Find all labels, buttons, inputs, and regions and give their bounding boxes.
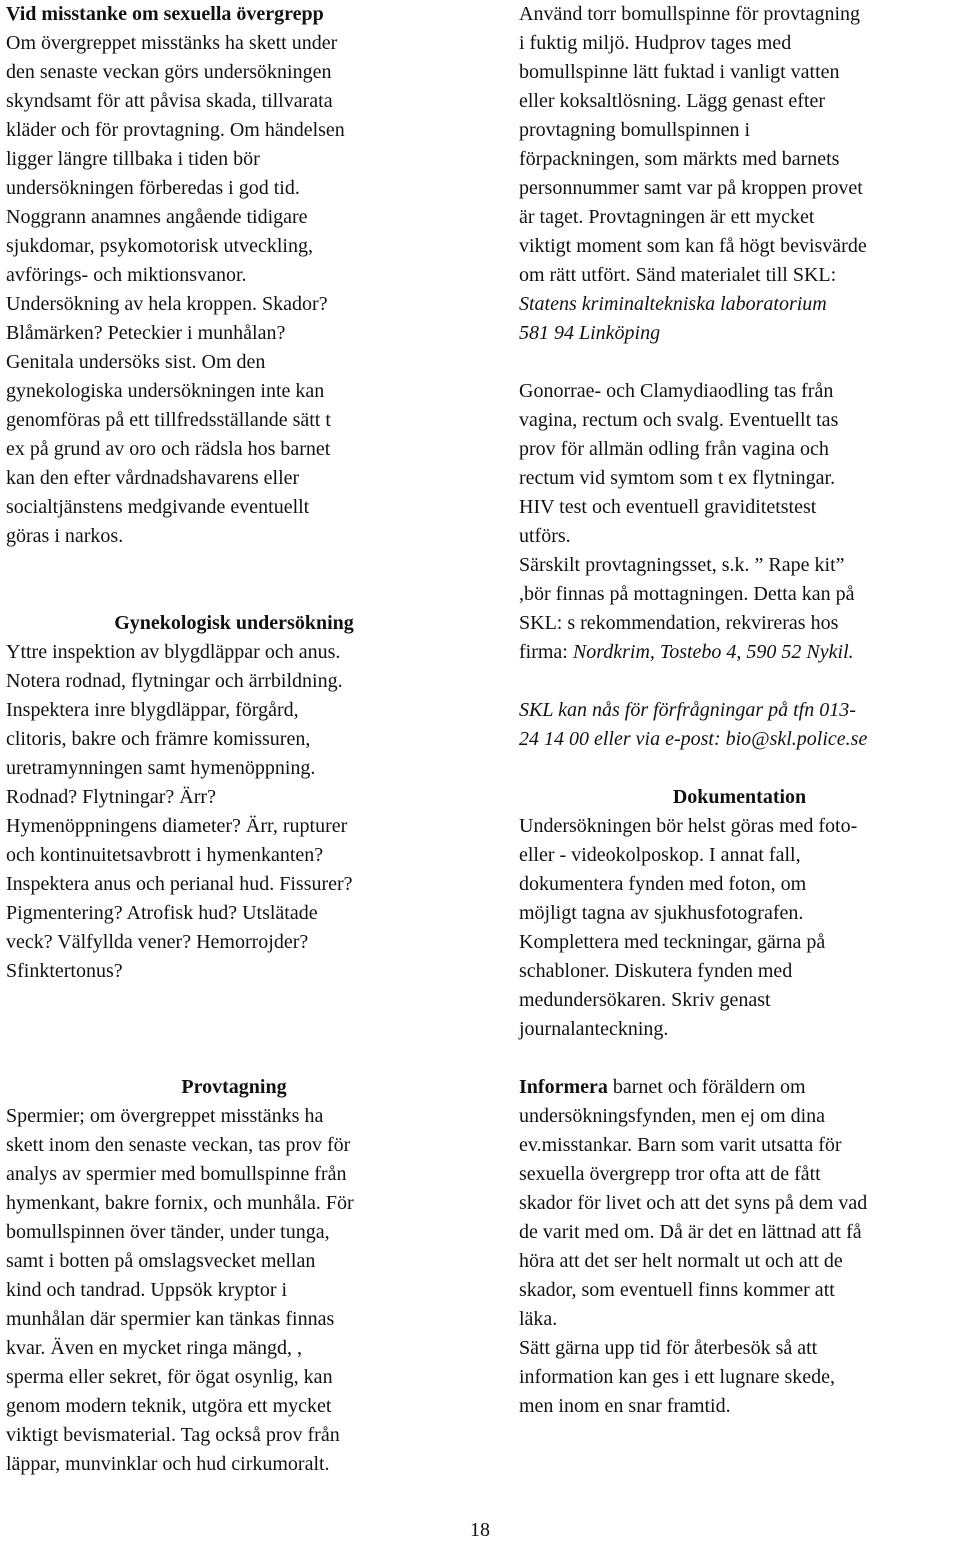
culture-paragraph	[519, 377, 960, 667]
text-line: genom modern teknik, utgöra ett mycket	[6, 1395, 332, 1417]
text-line: clitoris, bakre och främre komissuren,	[6, 728, 311, 750]
intro-paragraph	[6, 29, 462, 551]
text-line: Rodnad? Flytningar? Ärr?	[6, 786, 216, 808]
text-line: Hymenöppningens diameter? Ärr, rupturer	[6, 815, 348, 837]
text-line: ev.misstankar. Barn som varit utsatta för	[519, 1134, 842, 1156]
text-line: Notera rodnad, flytningar och ärrbildning.	[6, 670, 343, 692]
text-line: skador, som eventuell finns kommer att	[519, 1279, 835, 1301]
informera-first-rest: barnet och föräldern om	[607, 1076, 806, 1098]
text-line: sexuella övergrepp tror ofta att de fått	[519, 1163, 821, 1185]
text-line: sperma eller sekret, för ögat osynlig, kan	[6, 1366, 333, 1388]
firma-line	[519, 638, 960, 667]
text-line: eller - videokolposkop. I annat fall,	[519, 844, 801, 866]
text-line: samt i botten på omslagsvecket mellan	[6, 1250, 316, 1272]
text-line: dokumentera fynden med foton, om	[519, 873, 807, 895]
text-line: rectum vid symtom som t ex flytningar.	[519, 467, 836, 489]
text-line: göras i narkos.	[6, 525, 124, 547]
text-line: prov för allmän odling från vagina och	[519, 438, 829, 460]
text-line: SKL: s rekommendation, rekvireras hos	[519, 612, 839, 634]
text-line: läka.	[519, 1308, 558, 1330]
prov-paragraph	[6, 1102, 462, 1479]
text-line: hymenkant, bakre fornix, och munhåla. För	[6, 1192, 354, 1214]
text-line: schabloner. Diskutera fynden med	[519, 960, 793, 982]
text-line: Inspektera inre blygdläppar, förgård,	[6, 699, 299, 721]
informera-paragraph	[519, 1073, 960, 1421]
section-heading-misstanke: Vid misstanke om sexuella övergrepp	[6, 3, 324, 25]
text-line: Noggrann anamnes angående tidigare	[6, 206, 308, 228]
text-line: kind och tandrad. Uppsök kryptor i	[6, 1279, 288, 1301]
text-line: skyndsamt för att påvisa skada, tillvarata	[6, 90, 333, 112]
text-line: avförings- och miktionsvanor.	[6, 264, 247, 286]
text-line: sjukdomar, psykomotorisk utveckling,	[6, 235, 313, 257]
text-line: socialtjänstens medgivande eventuellt	[6, 496, 310, 518]
section-heading-gynekologisk: Gynekologisk undersökning	[114, 612, 354, 634]
contact-line: SKL kan nås för förfrågningar på tfn 013-	[519, 699, 856, 721]
informera-keyword: Informera	[519, 1076, 608, 1098]
text-line: Genitala undersöks sist. Om den	[6, 351, 266, 373]
spacer	[6, 1015, 462, 1044]
section-heading-dokumentation: Dokumentation	[672, 786, 807, 808]
text-line: höra att det ser helt normalt ut och att de	[519, 1250, 843, 1272]
left-column	[6, 0, 462, 1479]
text-line: Sfinktertonus?	[6, 960, 123, 982]
address-line: Statens kriminaltekniska laboratorium	[519, 293, 827, 315]
text-line: Använd torr bomullspinne för provtagning	[519, 3, 861, 25]
spacer	[6, 580, 462, 609]
text-line: Blåmärken? Peteckier i munhålan?	[6, 322, 286, 344]
text-line: viktigt moment som kan få högt bevisvärde	[519, 235, 867, 257]
text-line: Särskilt provtagningsset, s.k. ” Rape kit”	[519, 554, 845, 576]
contact-line: 24 14 00 eller via e-post: bio@skl.police.se	[519, 728, 868, 750]
text-line: Yttre inspektion av blygdläppar och anus.	[6, 641, 341, 663]
text-line: den senaste veckan görs undersökningen	[6, 61, 332, 83]
text-line: Om övergreppet misstänks ha skett under	[6, 32, 338, 54]
text-line: provtagning bomullspinnen i	[519, 119, 751, 141]
text-line: ligger längre tillbaka i tiden bör	[6, 148, 260, 170]
skl-address	[519, 290, 960, 348]
spacer	[519, 348, 960, 377]
text-line: undersökningsfynden, men ej om dina	[519, 1105, 826, 1127]
text-line: kläder och för provtagning. Om händelsen	[6, 119, 345, 141]
text-line: ,bör finnas på mottagningen. Detta kan på	[519, 583, 855, 605]
text-line: skett inom den senaste veckan, tas prov för	[6, 1134, 351, 1156]
text-line: Inspektera anus och perianal hud. Fissurer?	[6, 873, 353, 895]
text-line: om rätt utfört. Sänd materialet till SKL:	[519, 264, 837, 286]
text-line: men inom en snar framtid.	[519, 1395, 731, 1417]
page-number: 18	[470, 1519, 490, 1541]
text-line: Gonorrae- och Clamydiaodling tas från	[519, 380, 834, 402]
section-heading-provtagning: Provtagning	[181, 1076, 287, 1098]
text-line: möjligt tagna av sjukhusfotografen.	[519, 902, 804, 924]
text-line: ex på grund av oro och rädsla hos barnet	[6, 438, 331, 460]
text-line: och kontinuitetsavbrott i hymenkanten?	[6, 844, 324, 866]
text-line: kvar. Även en mycket ringa mängd, ,	[6, 1337, 303, 1359]
text-line: i fuktig miljö. Hudprov tages med	[519, 32, 792, 54]
text-line: vagina, rectum och svalg. Eventuellt tas	[519, 409, 839, 431]
prov-continued-paragraph	[519, 0, 960, 290]
spacer	[6, 551, 462, 580]
text-line: journalanteckning.	[519, 1018, 669, 1040]
spacer	[519, 1044, 960, 1073]
text-line: läppar, munvinklar och hud cirkumoralt.	[6, 1453, 330, 1475]
text-line: kan den efter vårdnadshavarens eller	[6, 467, 300, 489]
text-line: Undersökning av hela kroppen. Skador?	[6, 293, 328, 315]
text-line: utförs.	[519, 525, 571, 547]
spacer	[6, 986, 462, 1015]
text-line: viktigt bevismaterial. Tag också prov från	[6, 1424, 340, 1446]
text-line: gynekologiska undersökningen inte kan	[6, 380, 325, 402]
text-line: Sätt gärna upp tid för återbesök så att	[519, 1337, 818, 1359]
text-line: de varit med om. Då är det en lättnad att få	[519, 1221, 862, 1243]
gyn-paragraph	[6, 638, 462, 986]
text-line: bomullspinnen över tänder, under tunga,	[6, 1221, 330, 1243]
text-line: undersökningen förberedas i god tid.	[6, 177, 300, 199]
skl-contact	[519, 696, 960, 754]
spacer	[519, 754, 960, 783]
text-line: analys av spermier med bomullspinne från	[6, 1163, 347, 1185]
text-line: Pigmentering? Atrofisk hud? Utslätade	[6, 902, 318, 924]
dok-paragraph	[519, 812, 960, 1044]
text-line: medundersökaren. Skriv genast	[519, 989, 771, 1011]
text-line: HIV test och eventuell graviditetstest	[519, 496, 817, 518]
text-line: eller koksaltlösning. Lägg genast efter	[519, 90, 826, 112]
right-column	[519, 0, 960, 1421]
text-line: är taget. Provtagningen är ett mycket	[519, 206, 815, 228]
text-line: genomföras på ett tillfredsställande sätt t	[6, 409, 331, 431]
firma-name: Nordkrim, Tostebo 4, 590 52 Nykil.	[572, 641, 854, 663]
text-line: veck? Välfyllda vener? Hemorrojder?	[6, 931, 309, 953]
text-line: personnummer samt var på kroppen provet	[519, 177, 863, 199]
spacer	[6, 1044, 462, 1073]
text-line: Undersökningen bör helst göras med foto-	[519, 815, 858, 837]
text-line: uretramynningen samt hymenöppning.	[6, 757, 316, 779]
text-line: information kan ges i ett lugnare skede,	[519, 1366, 836, 1388]
text-line: förpackningen, som märkts med barnets	[519, 148, 840, 170]
firma-prefix: firma:	[519, 641, 573, 663]
text-line: bomullspinne lätt fuktad i vanligt vatten	[519, 61, 840, 83]
text-line: skador för livet och att det syns på dem vad	[519, 1192, 868, 1214]
text-line: Spermier; om övergreppet misstänks ha	[6, 1105, 324, 1127]
address-line: 581 94 Linköping	[519, 322, 661, 344]
informera-first-line	[519, 1073, 960, 1102]
text-line: munhålan där spermier kan tänkas finnas	[6, 1308, 335, 1330]
text-line: Komplettera med teckningar, gärna på	[519, 931, 826, 953]
spacer	[519, 667, 960, 696]
